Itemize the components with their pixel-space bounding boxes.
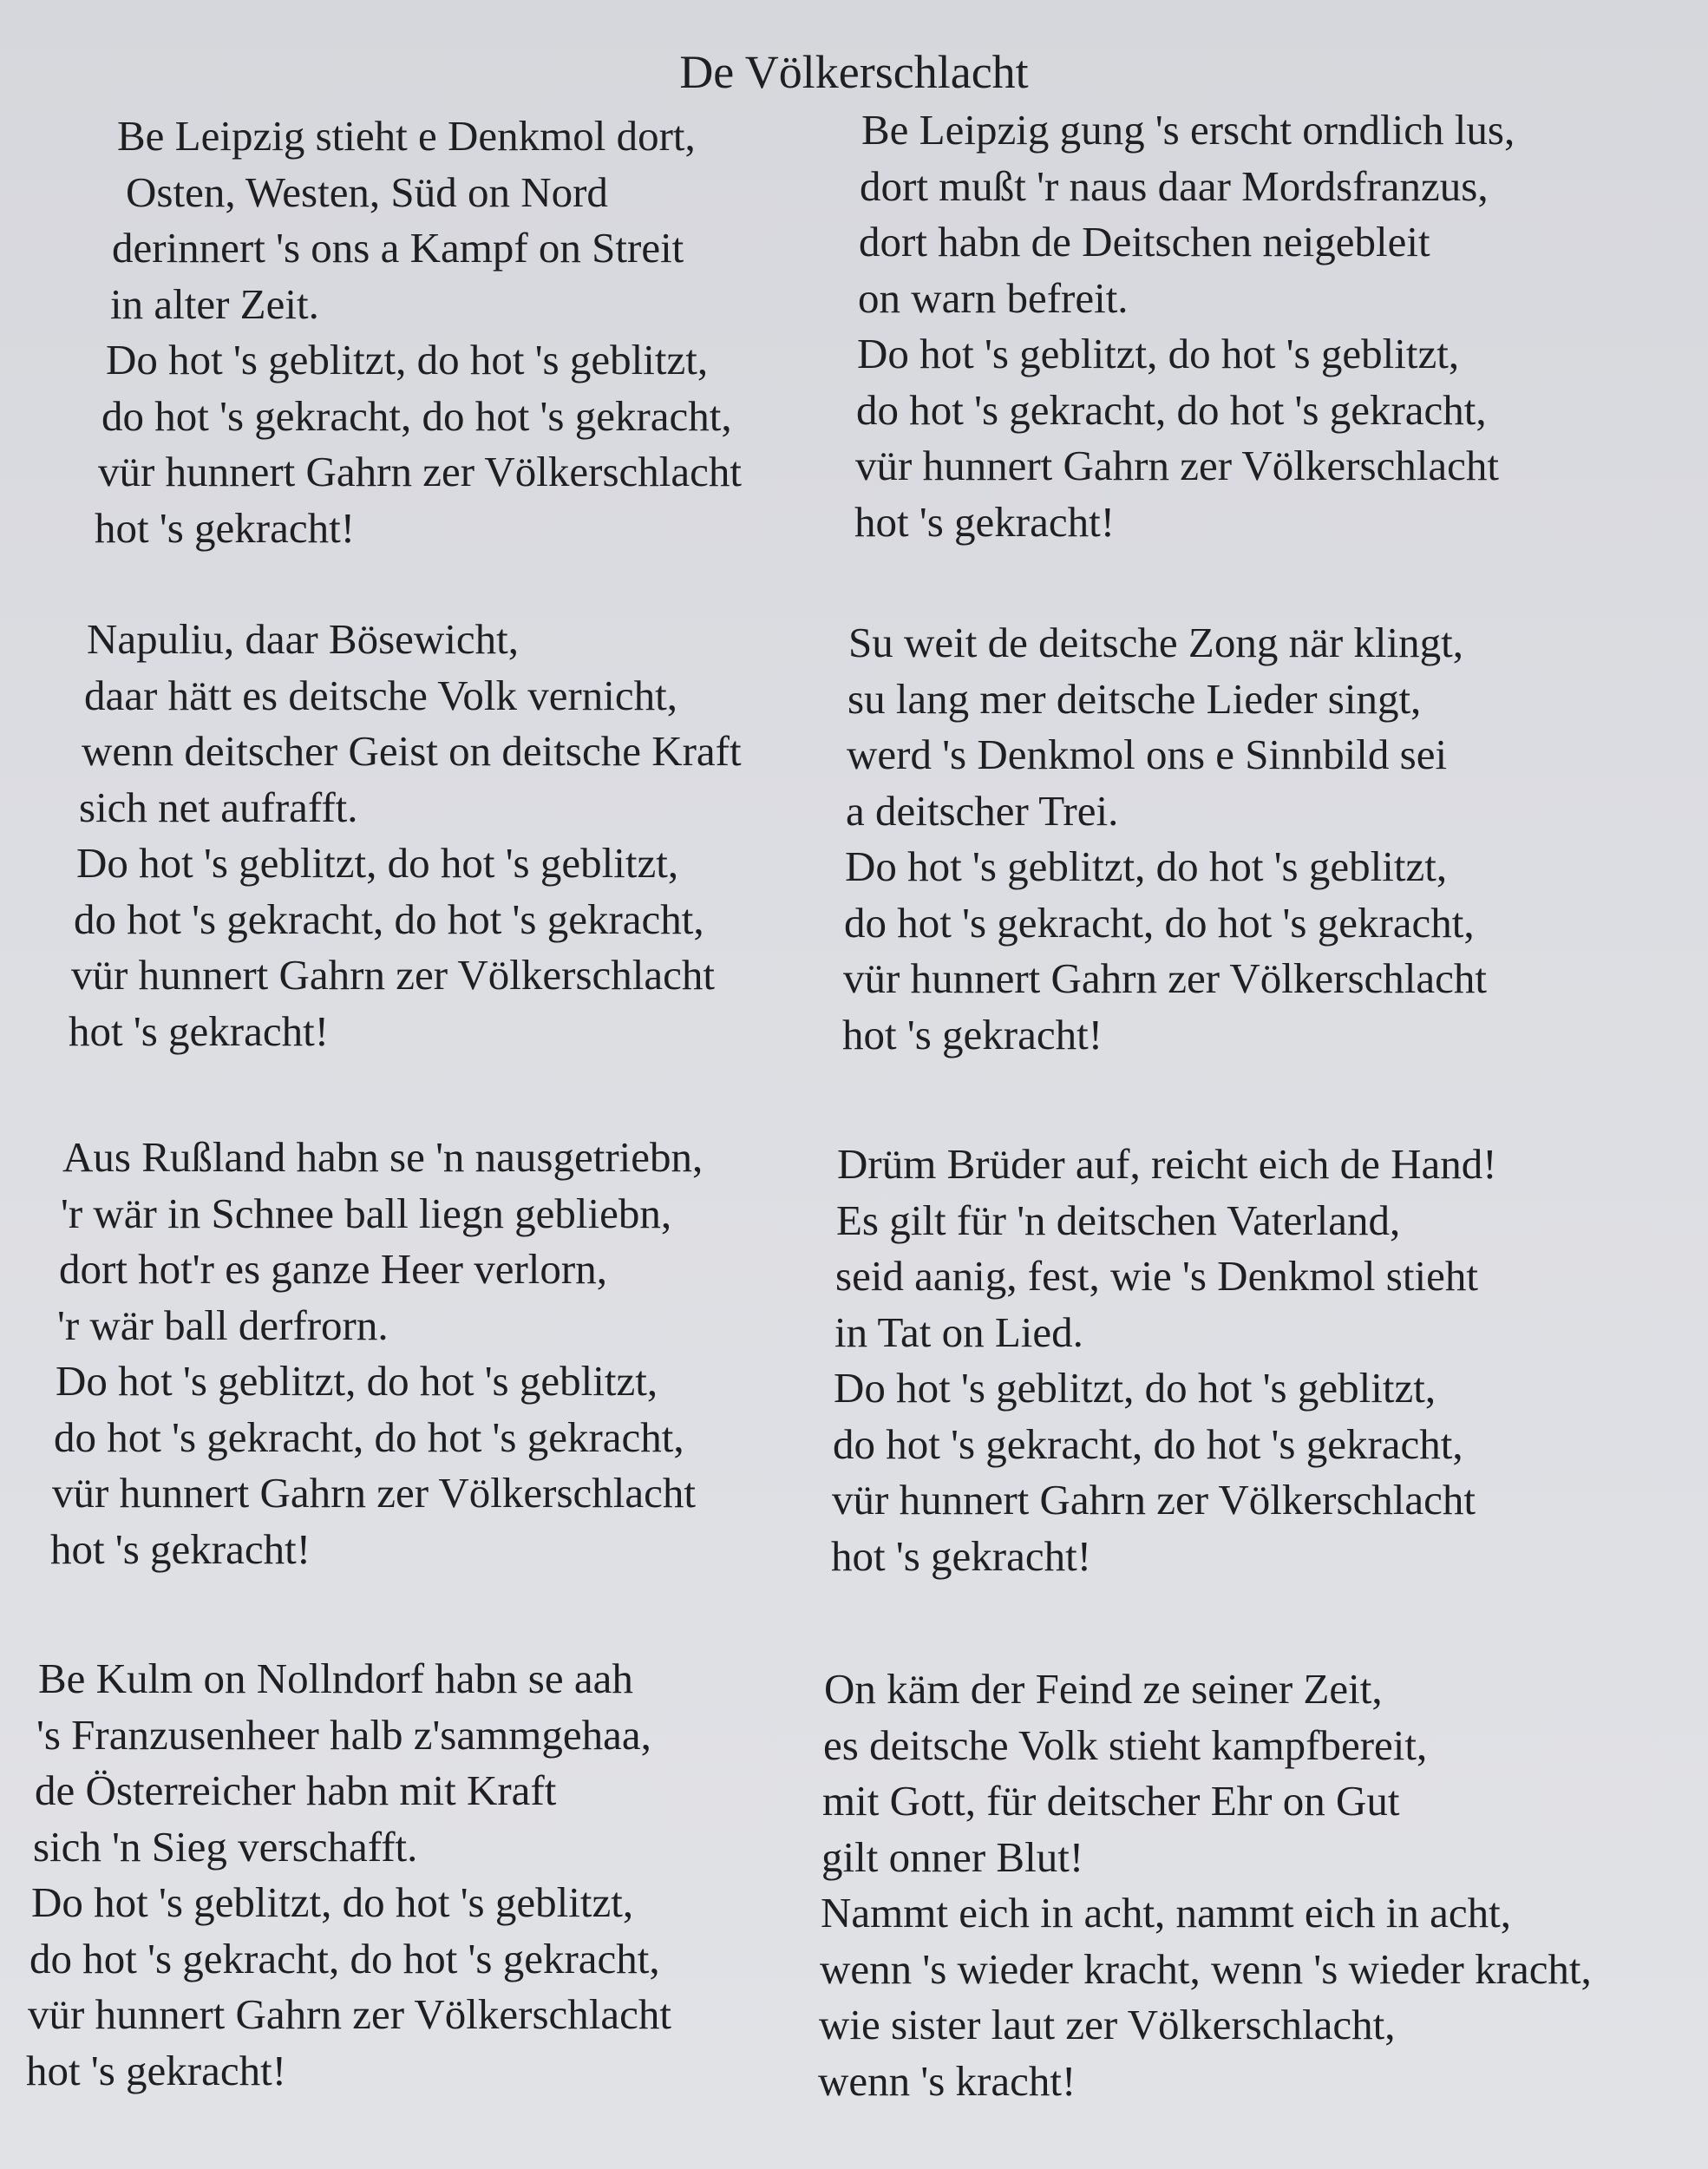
verse-line: do hot 's gekracht, do hot 's gekracht, xyxy=(74,894,704,943)
verse-line: do hot 's gekracht, do hot 's gekracht, xyxy=(844,898,1475,947)
verse-line: 'r wär ball derfrorn. xyxy=(57,1301,389,1349)
poem-title: De Völkerschlacht xyxy=(679,46,1029,98)
verse-line: vür hunnert Gahrn zer Völkerschlacht xyxy=(855,442,1499,489)
verse-line: hot 's gekracht! xyxy=(831,1531,1092,1580)
verse-line: Su weit de deitsche Zong när klingt, xyxy=(848,619,1463,666)
verse-line: dort hot'r es ganze Heer verlorn, xyxy=(59,1245,607,1293)
verse-line: Drüm Brüder auf, reicht eich de Hand! xyxy=(837,1140,1497,1188)
verse-line: Be Leipzig gung 's erscht orndlich lus, xyxy=(861,106,1515,154)
verse-line: a deitscher Trei. xyxy=(846,786,1119,835)
verse-line: On käm der Feind ze seiner Zeit, xyxy=(824,1665,1383,1713)
verse-line: vür hunnert Gahrn zer Völkerschlacht xyxy=(71,951,715,999)
verse-line: Do hot 's geblitzt, do hot 's geblitzt, xyxy=(834,1364,1436,1412)
verse-line: wenn 's wieder kracht, wenn 's wieder kracht, xyxy=(820,1944,1592,1993)
verse-line: do hot 's gekracht, do hot 's gekracht, xyxy=(101,391,732,440)
verse-line: Be Leipzig stieht e Denkmol dort, xyxy=(117,112,696,160)
verse-line: seid aanig, fest, wie 's Denkmol stieht xyxy=(835,1252,1478,1300)
verse-line: de Österreicher habn mit Kraft xyxy=(35,1766,557,1814)
verse-line: wie sister laut zer Völkerschlacht, xyxy=(819,2001,1396,2048)
stanza xyxy=(69,612,867,1059)
verse-line: Es gilt für 'n deitschen Vaterland, xyxy=(836,1196,1401,1244)
verse-line: in Tat on Lied. xyxy=(834,1307,1083,1356)
verse-line: do hot 's gekracht, do hot 's gekracht, xyxy=(54,1412,684,1461)
verse-line: su lang mer deitsche Lieder singt, xyxy=(847,674,1422,723)
verse-line: gilt onner Blut! xyxy=(821,1832,1084,1881)
stanza xyxy=(50,1130,843,1577)
verse-line: Do hot 's geblitzt, do hot 's geblitzt, xyxy=(845,842,1448,890)
verse-line: hot 's gekracht! xyxy=(842,1010,1103,1058)
verse-line: vür hunnert Gahrn zer Völkerschlacht xyxy=(843,954,1487,1002)
verse-line: Do hot 's geblitzt, do hot 's geblitzt, xyxy=(76,839,679,887)
stanza xyxy=(831,1137,1618,1584)
verse-line: do hot 's gekracht, do hot 's gekracht, xyxy=(29,1934,660,1982)
verse-line: Nammt eich in acht, nammt eich in acht, xyxy=(821,1889,1511,1936)
verse-line: Do hot 's geblitzt, do hot 's geblitzt, xyxy=(857,330,1460,377)
verse-line: do hot 's gekracht, do hot 's gekracht, xyxy=(856,385,1487,434)
verse-line: sich 'n Sieg verschafft. xyxy=(33,1822,418,1871)
verse-line: hot 's gekracht! xyxy=(95,503,356,552)
verse-line: in alter Zeit. xyxy=(110,279,319,328)
verse-line: Do hot 's geblitzt, do hot 's geblitzt, xyxy=(31,1878,634,1926)
verse-line: hot 's gekracht! xyxy=(854,497,1116,546)
stanza xyxy=(95,108,898,556)
verse-line: hot 's gekracht! xyxy=(50,1524,311,1573)
verse-line: dort habn de Deitschen neigebleit xyxy=(859,218,1430,265)
verse-line: 'r wär in Schnee ball liegn gebliebn, xyxy=(61,1189,672,1237)
verse-line: 's Franzusenheer halb z'sammgehaa, xyxy=(36,1710,651,1759)
verse-line: es deitsche Volk stieht kampfbereit, xyxy=(823,1720,1428,1769)
verse-line: Do hot 's geblitzt, do hot 's geblitzt, xyxy=(56,1357,658,1405)
verse-line: wenn 's kracht! xyxy=(818,2056,1076,2105)
stanza xyxy=(26,1651,819,2099)
verse-line: vür hunnert Gahrn zer Völkerschlacht xyxy=(832,1476,1476,1524)
verse-line: vür hunnert Gahrn zer Völkerschlacht xyxy=(28,1990,671,2038)
verse-line: wenn deitscher Geist on deitsche Kraft xyxy=(82,727,742,775)
stanza xyxy=(818,1661,1605,2109)
verse-line: sich net aufrafft. xyxy=(79,783,358,831)
verse-line: Be Kulm on Nollndorf habn se aah xyxy=(38,1655,633,1702)
verse-line: dort mußt 'r naus daar Mordsfranzus, xyxy=(860,161,1489,210)
verse-line: vür hunnert Gahrn zer Völkerschlacht xyxy=(98,448,742,495)
verse-line: Osten, Westen, Süd on Nord xyxy=(126,167,608,216)
verse-line: derinnert 's ons a Kampf on Streit xyxy=(112,224,684,272)
verse-line: Do hot 's geblitzt, do hot 's geblitzt, xyxy=(106,336,709,383)
verse-line: Aus Rußland habn se 'n nausgetriebn, xyxy=(62,1133,703,1181)
verse-line: Napuliu, daar Bösewicht, xyxy=(87,615,520,663)
verse-line: hot 's gekracht! xyxy=(26,2046,287,2094)
verse-line: on warn befreit. xyxy=(858,273,1129,322)
verse-line: daar hätt es deitsche Volk vernicht, xyxy=(84,671,677,719)
stanza xyxy=(854,102,1642,550)
stanza xyxy=(842,615,1629,1063)
verse-line: do hot 's gekracht, do hot 's gekracht, xyxy=(833,1419,1463,1468)
verse-line: mit Gott, für deitscher Ehr on Gut xyxy=(822,1777,1400,1825)
verse-line: vür hunnert Gahrn zer Völkerschlacht xyxy=(52,1469,696,1517)
verse-line: hot 's gekracht! xyxy=(69,1006,330,1055)
verse-line: werd 's Denkmol ons e Sinnbild sei xyxy=(847,731,1448,778)
